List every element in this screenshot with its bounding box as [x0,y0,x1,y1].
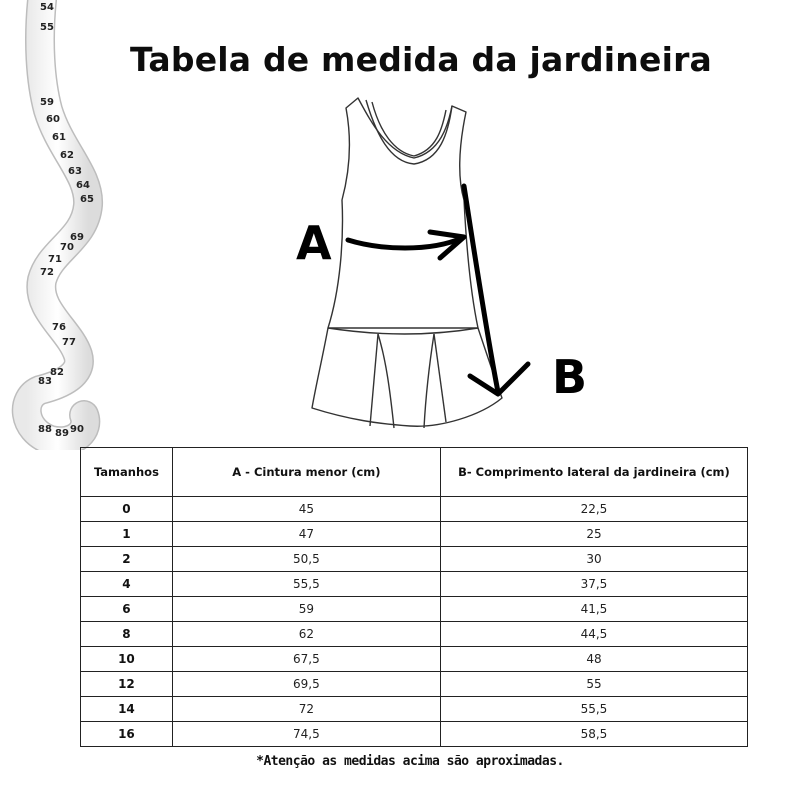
tape-number: 55 [40,22,54,33]
size-cell: 8 [81,622,173,647]
a-cell: 55,5 [172,572,440,597]
bodice-outline [328,98,478,328]
a-cell: 47 [172,522,440,547]
table-row [81,672,748,697]
size-cell: 6 [81,597,173,622]
tape-number: 77 [62,337,76,348]
arrow-a [348,238,462,248]
a-cell: 62 [172,622,440,647]
b-cell: 58,5 [440,722,747,747]
b-cell: 48 [440,647,747,672]
header-a: A - Cintura menor (cm) [172,448,440,497]
a-cell: 45 [172,497,440,522]
a-cell: 69,5 [172,672,440,697]
table-row [81,697,748,722]
tape-number: 61 [52,132,66,143]
neckline [372,102,446,156]
size-cell: 10 [81,647,173,672]
tape-number: 83 [38,376,52,387]
table-row [81,572,748,597]
table-row [81,722,748,747]
tape-number: 64 [76,180,90,191]
skirt-pleat [424,334,434,428]
b-cell: 37,5 [440,572,747,597]
size-table [80,447,748,747]
size-cell: 2 [81,547,173,572]
tape-number: 70 [60,242,74,253]
size-cell: 16 [81,722,173,747]
page-title: Tabela de medida da jardineira [129,40,713,79]
a-cell: 59 [172,597,440,622]
tape-number: 90 [70,424,84,435]
tape-number: 62 [60,150,74,161]
b-cell: 41,5 [440,597,747,622]
tape-number: 82 [50,367,64,378]
tape-number: 54 [40,2,54,13]
tape-number: 88 [38,424,52,435]
a-cell: 74,5 [172,722,440,747]
b-cell: 22,5 [440,497,747,522]
skirt-pleat [370,334,378,426]
size-cell: 4 [81,572,173,597]
tape-number: 76 [52,322,66,333]
tape-number: 69 [70,232,84,243]
b-cell: 55 [440,672,747,697]
a-cell: 67,5 [172,647,440,672]
tape-number: 59 [40,97,54,108]
a-cell: 72 [172,697,440,722]
size-cell: 1 [81,522,173,547]
skirt-waistline [328,328,478,334]
approximation-note: *Atenção as medidas acima são aproximadas. [256,754,564,769]
label-a: A [296,216,332,270]
header-b: B- Comprimento lateral da jardineira (cm) [440,448,747,497]
arrow-b-head [470,364,528,394]
label-b: B [552,350,588,404]
size-cell: 0 [81,497,173,522]
size-cell: 14 [81,697,173,722]
tape-number: 63 [68,166,82,177]
b-cell: 55,5 [440,697,747,722]
size-cell: 12 [81,672,173,697]
arrow-b [464,186,498,392]
table-row [81,547,748,572]
tape-number: 71 [48,254,62,265]
b-cell: 25 [440,522,747,547]
table-row [81,647,748,672]
table-row [81,497,748,522]
skirt-pleat [378,334,394,428]
tape-number: 60 [46,114,60,125]
table-row [81,597,748,622]
tape-number: 89 [55,428,69,439]
header-tamanhos: Tamanhos [81,448,173,497]
table-row [81,522,748,547]
b-cell: 44,5 [440,622,747,647]
tape-number: 65 [80,194,94,205]
b-cell: 30 [440,547,747,572]
tape-number: 72 [40,267,54,278]
table-header-row [81,448,748,497]
skirt-pleat [434,334,446,422]
a-cell: 50,5 [172,547,440,572]
table-row [81,622,748,647]
